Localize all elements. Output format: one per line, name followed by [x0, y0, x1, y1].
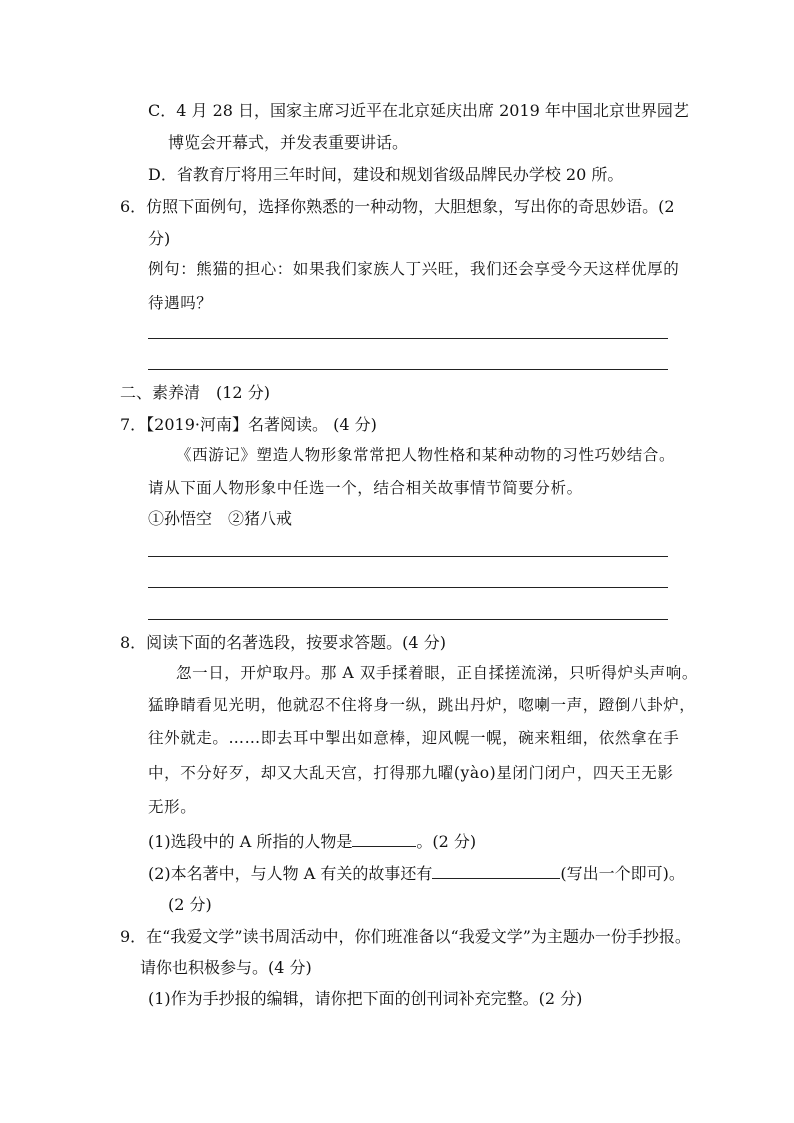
q8-sub2-text: (2)本名著中，与人物 A 有关的故事还有 [148, 864, 433, 883]
q6-answer-line-1[interactable] [148, 338, 668, 339]
q7-answer-line-2[interactable] [148, 587, 668, 588]
q8-passage-line3: 往外就走。……即去耳中掣出如意棒，迎风幌一幌，碗来粗细，依然拿在手 [148, 729, 680, 747]
q5-option-c-line2: 博览会开幕式，并发表重要讲话。 [168, 133, 409, 152]
q8-sub2-blank[interactable] [432, 862, 560, 879]
q8-passage-line5: 无形。 [148, 798, 197, 816]
q9-stem-line2: 请你也积极参与。(4 分) [140, 958, 312, 977]
q5-option-d: D．省教育厅将用三年时间，建设和规划省级品牌民办学校 20 所。 [148, 165, 624, 184]
q9-sub1: (1)作为手抄报的编辑，请你把下面的创刊词补充完整。(2 分) [148, 989, 583, 1008]
q9-stem-line1: 9．在“我爱文学”读书周活动中，你们班准备以“我爱文学”为主题办一份手抄报。 [120, 927, 691, 946]
q7-choices: ①孙悟空 ②猪八戒 [148, 509, 293, 528]
q6-answer-line-2[interactable] [148, 369, 668, 370]
q8-passage-line2: 猛睁睛看见光明，他就忍不住将身一纵，跳出丹炉，唿喇一声，蹬倒八卦炉， [148, 696, 696, 714]
q6-example-line2: 待遇吗？ [148, 294, 213, 312]
q7-stem: 7．【2019·河南】名著阅读。 (4 分) [120, 415, 377, 434]
q6-stem-line1: 6．仿照下面例句，选择你熟悉的一种动物，大胆想象，写出你的奇思妙语。(2 [120, 197, 675, 216]
q8-stem: 8．阅读下面的名著选段，按要求答题。(4 分) [120, 633, 446, 652]
q7-prompt-line1: 《西游记》塑造人物形象常常把人物性格和某种动物的习性巧妙结合。 [176, 446, 676, 464]
q7-answer-line-3[interactable] [148, 619, 668, 620]
q8-passage-line4: 中，不分好歹，却又大乱天宫，打得那九曜(yào)星闭门闭户，四天王无影 [148, 764, 674, 782]
q8-sub1 [148, 830, 476, 853]
q8-sub1-blank[interactable] [352, 830, 416, 847]
q8-sub2-hint: (写出一个即可)。 [560, 864, 685, 883]
q6-example-line1: 例句：熊猫的担心：如果我们家族人丁兴旺，我们还会享受今天这样优厚的 [148, 260, 680, 278]
q6-stem-line2: 分) [148, 229, 171, 248]
q8-sub2-score: (2 分) [168, 895, 212, 914]
q8-sub1-text: (1)选段中的 A 所指的人物是 [148, 832, 353, 851]
q7-answer-line-1[interactable] [148, 556, 668, 557]
q8-passage-line1: 忽一日，开炉取丹。那 A 双手揉着眼，正自揉搓流涕，只听得炉头声响。 [176, 664, 698, 682]
q8-sub1-score: 。(2 分) [416, 832, 477, 851]
q7-prompt-line2: 请从下面人物形象中任选一个，结合相关故事情节简要分析。 [148, 479, 583, 497]
section-2-heading: 二、素养清 (12 分) [120, 383, 270, 402]
q8-sub2 [148, 862, 685, 885]
q5-option-c-line1: C．4 月 28 日，国家主席习近平在北京延庆出席 2019 年中国北京世界园艺 [148, 101, 689, 120]
